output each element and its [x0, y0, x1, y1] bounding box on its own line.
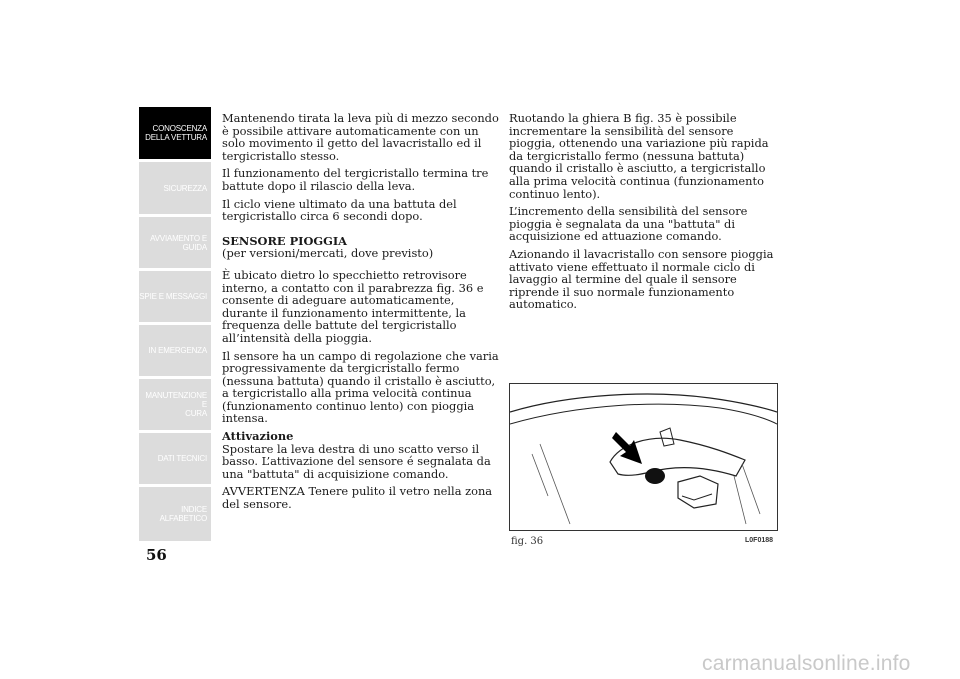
- tab-label: INDICE ALFABETICO: [159, 505, 207, 523]
- tab-conoscenza-della-vettura[interactable]: [139, 107, 211, 162]
- figure-code: L0F0188: [745, 537, 774, 544]
- tab-avviamento-e-guida[interactable]: [139, 217, 211, 271]
- paragraph: Spostare la leva destra di uno scatto verso il basso. L’attivazione del sensore é segnalata da una "battuta" di acquisizione comando.: [222, 441, 491, 481]
- paragraph: Il funzionamento del tergicristallo termina tre battute dopo il rilascio della leva.: [222, 166, 489, 193]
- section-heading: SENSORE PIOGGIA: [222, 233, 348, 248]
- paragraph: È ubicato dietro lo specchietto retrovisore interno, a contatto con il parabrezza fig. 36 e consente di adeguare automaticamente, durante il funzionamento intermittente, la frequenza delle battute del tergicristallo all’intensità della pioggia.: [222, 267, 484, 345]
- subsection-heading: Attivazione: [222, 429, 294, 444]
- chapter-sidebar: [139, 107, 211, 541]
- watermark: carmanualsonline.info: [702, 652, 911, 675]
- figure-rain-sensor: [509, 383, 778, 531]
- tab-label: CONOSCENZA DELLA VETTURA: [145, 124, 207, 142]
- tab-label: SPIE E MESSAGGI: [139, 292, 207, 301]
- page-number: 56: [146, 546, 167, 564]
- paragraph: Ruotando la ghiera B fig. 35 è possibile incrementare la sensibilità del sensore pioggia, ottenendo una variazione più rapida da tergicristallo fermo (nessuna battuta) quando il cristallo è asciutto, a tergicristallo alla prima velocità continua (funzionamento continuo lento).: [509, 111, 769, 201]
- section-heading-note: (per versioni/mercati, dove previsto): [222, 246, 434, 261]
- tab-label: IN EMERGENZA: [148, 346, 207, 355]
- paragraph: Il sensore ha un campo di regolazione che varia progressivamente da tergicristallo fermo (nessuna battuta) quando il cristallo è asciutto, a tergicristallo alla prima velocità continua (funzionamento continuo lento) con pioggia intensa.: [222, 348, 499, 426]
- warning-paragraph: AVVERTENZA Tenere pulito il vetro nella zona del sensore.: [222, 484, 493, 512]
- tab-label: SICUREZZA: [163, 183, 207, 193]
- text-column-right: [509, 112, 783, 316]
- paragraph: Mantenendo tirata la leva più di mezzo secondo è possibile attivare automaticamente con un solo movimento il getto del lavacristallo ed il tergicristallo stesso.: [222, 111, 499, 163]
- tab-dati-tecnici[interactable]: [139, 433, 211, 487]
- paragraph: L’incremento della sensibilità del sensore pioggia è segnalata da una "battuta" di acquisizione ed attuazione comando.: [509, 204, 748, 244]
- figure-caption: fig. 36: [511, 536, 544, 547]
- tab-label: AVVIAMENTO E GUIDA: [150, 233, 207, 252]
- text-column-left: [222, 112, 500, 516]
- tab-label: MANUTENZIONE E CURA: [145, 391, 207, 418]
- tab-label: DATI TECNICI: [157, 454, 207, 463]
- tab-in-emergenza[interactable]: [139, 325, 211, 379]
- tab-manutenzione-e-cura[interactable]: [139, 379, 211, 433]
- paragraph: Il ciclo viene ultimato da una battuta del tergicristallo circa 6 secondi dopo.: [222, 196, 457, 224]
- rain-sensor-illustration: [510, 384, 777, 530]
- paragraph: Azionando il lavacristallo con sensore pioggia attivato viene effettuato il normale ciclo di lavaggio al termine del quale il sensore riprende il suo normale funzionamento automatico.: [509, 246, 774, 312]
- tab-sicurezza[interactable]: [139, 162, 211, 217]
- tab-spie-e-messaggi[interactable]: [139, 271, 211, 325]
- tab-indice-alfabetico[interactable]: [139, 487, 211, 541]
